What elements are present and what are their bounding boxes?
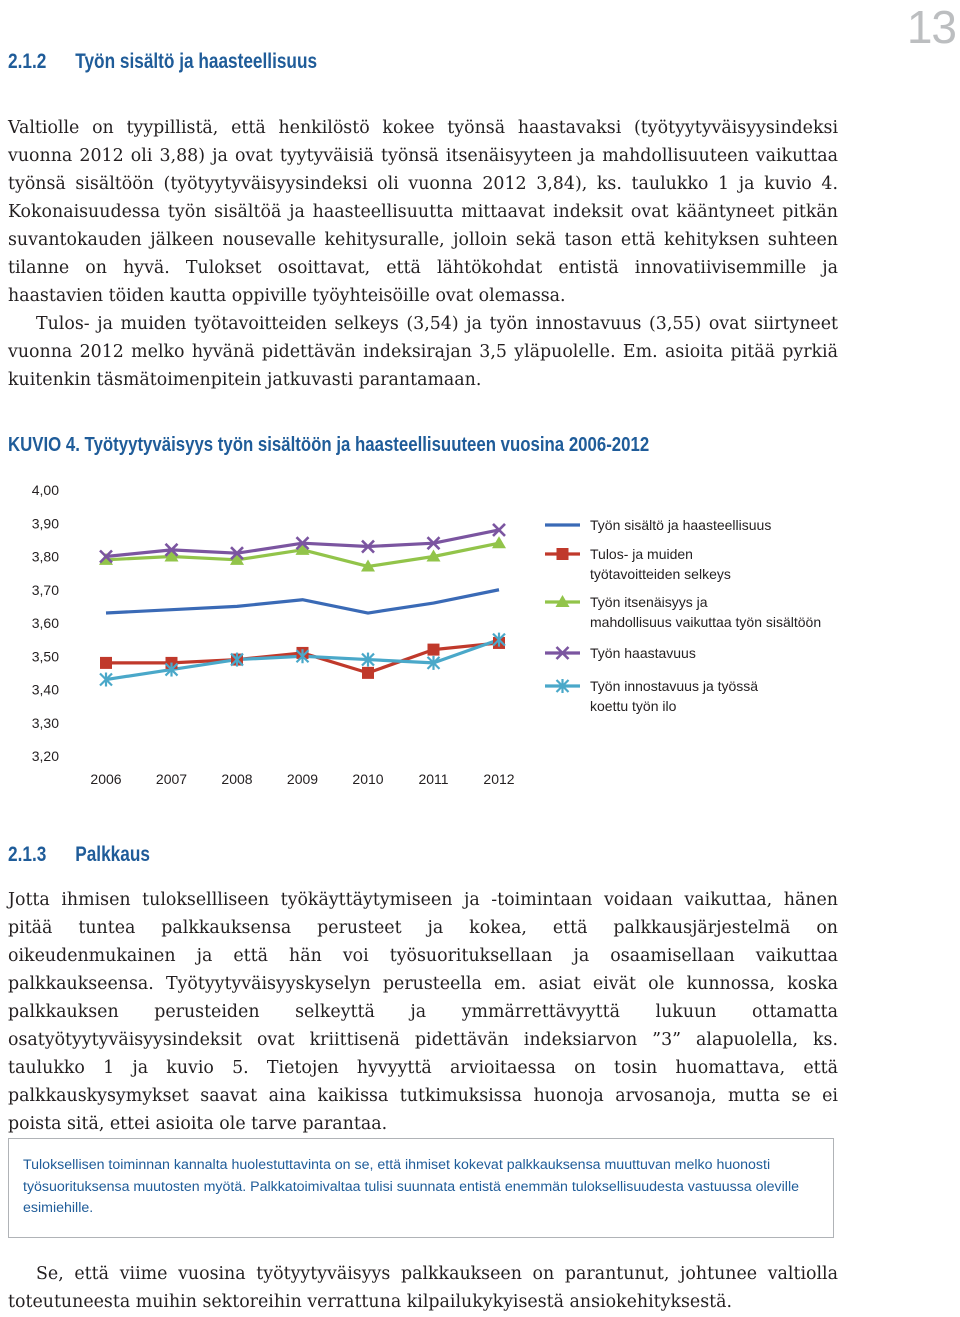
x-tick-label: 2008 — [221, 771, 253, 787]
paragraph: Tulos- ja muiden työtavoitteiden selkeys (3,54) ja työn innostavuus (3,55) ovat siirtyneet vuonna 2012 melko hyvänä pidettävän indeksirajan 3,5 yläpuolelle. Em. asioita pitää pyrkiä kuitenkin täsmätoimenpitein jatkuvasti parantamaan. — [8, 314, 838, 390]
x-axis-labels — [90, 771, 514, 787]
section-title: Palkkaus — [75, 843, 150, 866]
y-axis-labels — [32, 482, 59, 764]
legend-label: Työn haastavuus — [590, 645, 696, 661]
figure-caption — [8, 434, 649, 457]
y-tick-label: 3,70 — [31, 581, 59, 598]
legend-entry — [545, 546, 731, 582]
y-tick-label: 3,30 — [31, 714, 59, 731]
series-line — [106, 590, 499, 613]
legend — [545, 517, 821, 714]
body-text-closing — [8, 1260, 838, 1316]
x-tick-label: 2010 — [352, 771, 384, 787]
highlight-text: Tuloksellisen toiminnan kannalta huolestuttavinta on se, että ihmiset kokevat palkkauksensa muuttuvan melko huonosti työsuorituksensa muutosten myötä. Palkkatoimivaltaa tulisi suunnata entistä enemmän tuloksellisuudesta vastuussa oleville esimiehille. — [23, 1157, 799, 1216]
body-text-section-2-1-3 — [8, 886, 838, 1138]
y-tick-label: 3,80 — [31, 548, 59, 565]
line-chart — [0, 470, 960, 800]
highlight-box — [8, 1138, 834, 1238]
legend-label: Työn sisältö ja haasteellisuus — [590, 517, 772, 533]
legend-entry — [545, 678, 758, 714]
section-number: 2.1.3 — [8, 843, 47, 866]
section-number: 2.1.2 — [8, 50, 47, 73]
section-heading-2-1-2 — [8, 50, 317, 74]
x-tick-label: 2011 — [418, 771, 449, 787]
y-tick-label: 3,50 — [31, 648, 59, 665]
legend-entry — [545, 645, 696, 661]
paragraph: Jotta ihmisen tuloksellliseen työkäyttäytymiseen ja -toimintaan voidaan vaikuttaa, hänen pitää tuntea palkkauksensa perusteet ja kokea, että palkkausjärjestelmä on oikeudenmukainen ja että hän voi työsuorituksellaan ja osaamisellaan vaikuttaa palkkaukseensa. Työtyytyväisyyskyselyn perusteella em. asiat eivät ole kunnossa, koska palkkauksen perusteiden selkeyttä ja ymmärrettävyyttä lukuun ottamatta osatyötyytyväisyysindeksit ovat kriittisenä pidettävän indeksiarvon ”3” alapuolella, ks. taulukko 1 ja kuvio 5. Tietojen hyvyyttä arvioitaessa on tosin huomattava, että palkkauskysymykset saavat aina kaikissa tutkimuksissa huonoja arvosanoja, mutta se ei poista sitä, ettei asioita ole tarve parantaa. — [8, 890, 838, 1134]
section-heading-2-1-3 — [8, 843, 150, 867]
y-tick-label: 3,20 — [31, 748, 59, 764]
figure-label: KUVIO 4. — [8, 434, 80, 456]
y-tick-label: 3,90 — [31, 515, 59, 532]
legend-entry — [545, 594, 821, 630]
page-number: 13 — [906, 1, 956, 53]
paragraph: Se, että viime vuosina työtyytyväisyys palkkaukseen on parantunut, johtunee valtiolla toteutuneesta muihin sektoreihin verrattuna kilpailukykyisestä ansiokehityksestä. — [8, 1264, 838, 1312]
x-tick-label: 2007 — [155, 771, 188, 787]
data-point — [557, 548, 569, 560]
section-title: Työn sisältö ja haasteellisuus — [75, 50, 318, 73]
data-point — [362, 667, 374, 679]
x-tick-label: 2012 — [483, 771, 515, 787]
x-tick-label: 2006 — [90, 771, 122, 787]
y-tick-label: 3,60 — [31, 615, 59, 631]
legend-label: Työn innostavuus ja työssä koettu työn ilo — [590, 678, 759, 714]
legend-label: Työn itsenäisyys ja mahdollisuus vaikuttaa työn sisältöön — [590, 594, 822, 630]
legend-entry — [545, 517, 771, 533]
paragraph: Valtiolle on tyypillistä, että henkilöstö kokee työnsä haastavaksi (työtyytyväisyysindeksi vuonna 2012 oli 3,88) ja ovat tyytyväisiä työnsä itsenäisyyteen ja mahdollisuuteen vaikuttaa työnsä sisältöön (työtyytyväisyysindeksi oli vuonna 2012 3,84), ks. taulukko 1 ja kuvio 4. Kokonaisuudessa työn sisältöä ja haasteellisuutta mittaavat indeksit ovat kääntyneet pitkän suvantokauden jälkeen nousevalle kehitysuralle, jolloin sekä tason että kehityksen suhteen tilanne on hyvä. Tulokset osoittavat, että lähtökohdat entistä innovatiivisemmille ja haastavien töiden kautta oppiville työyhteisöille ovat olemassa. — [8, 118, 838, 306]
y-tick-label: 3,40 — [31, 681, 59, 698]
figure-title: Työtyytyväisyys työn sisältöön ja haasteellisuuteen vuosina 2006-2012 — [84, 434, 650, 456]
body-text-section-2-1-2 — [8, 114, 838, 394]
data-point — [100, 657, 112, 669]
data-point — [492, 536, 506, 548]
legend-label: Tulos- ja muiden työtavoitteiden selkeys — [590, 546, 731, 582]
y-tick-label: 4,00 — [31, 482, 59, 498]
data-point — [428, 644, 440, 656]
x-tick-label: 2009 — [286, 771, 319, 787]
